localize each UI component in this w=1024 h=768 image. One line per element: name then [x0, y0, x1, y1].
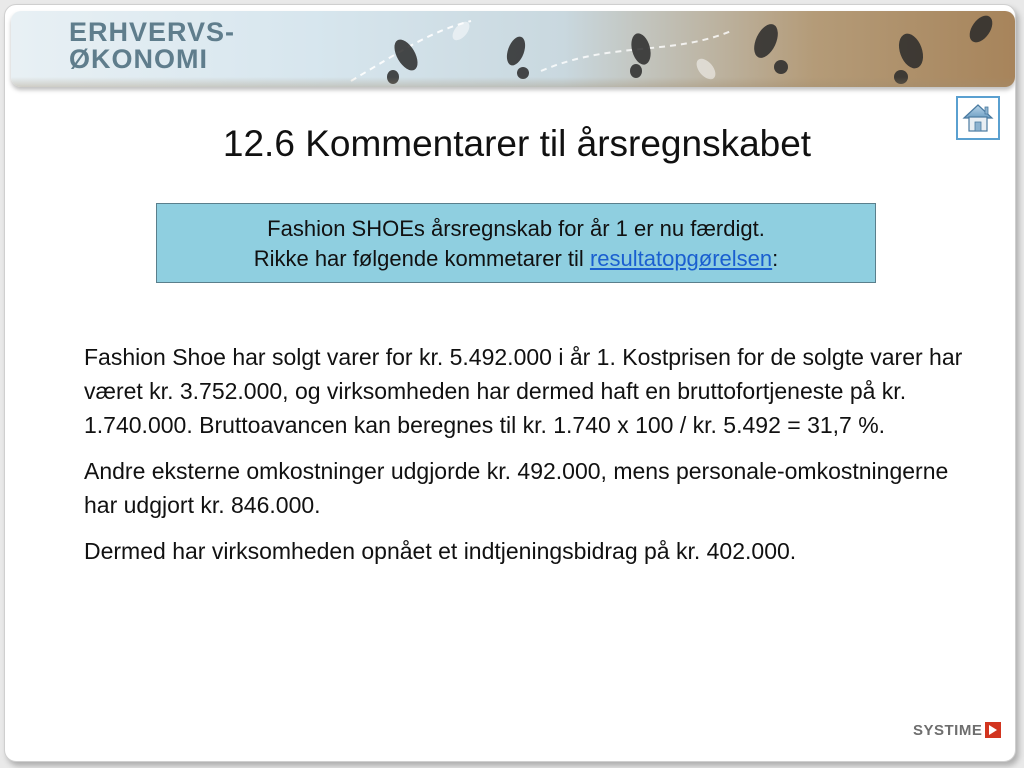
- intro-line-1: Fashion SHOEs årsregnskab for år 1 er nu færdigt.: [267, 216, 765, 241]
- intro-line-2-prefix: Rikke har følgende kommetarer til: [253, 246, 590, 271]
- paragraph: Dermed har virksomheden opnået et indtjeningsbidrag på kr. 402.000.: [84, 538, 797, 564]
- systime-logo: [913, 718, 1001, 742]
- erhvervsokonomi-logo: [69, 19, 235, 73]
- page-title: 12.6 Kommentarer til årsregnskabet: [222, 123, 812, 164]
- paragraph: Andre eksterne omkostninger udgjorde kr. 492.000, mens personale-omkostningerne har udgjort kr. 846.000.: [84, 458, 949, 518]
- paragraph: Fashion Shoe har solgt varer for kr. 5.492.000 i år 1. Kostprisen for de solgte varer har været kr. 3.752.000, og virksomheden har dermed haft en bruttofortjeneste på kr. 1.740.000. Bruttoavancen kan beregnes til kr. 1.740 x 100 / kr. 5.492 = 31,7 %.: [84, 344, 963, 438]
- systime-label: SYSTIME: [913, 721, 983, 739]
- arrow-right-icon: [985, 722, 1001, 738]
- logo-line-1: ERHVERVS-: [69, 17, 236, 47]
- comments-body: [84, 340, 964, 580]
- logo-line-2: ØKONOMI: [69, 44, 208, 74]
- intro-line-2-suffix: :: [772, 246, 779, 271]
- resultatopgorelsen-link[interactable]: resultatopgørelsen: [589, 246, 773, 271]
- header-banner: [11, 11, 1015, 87]
- intro-line-2: [157, 244, 875, 274]
- intro-box: [156, 203, 876, 283]
- slide: [4, 4, 1016, 762]
- banner-floor-shadow: [11, 77, 1015, 87]
- footprints-decoration: [311, 11, 1011, 87]
